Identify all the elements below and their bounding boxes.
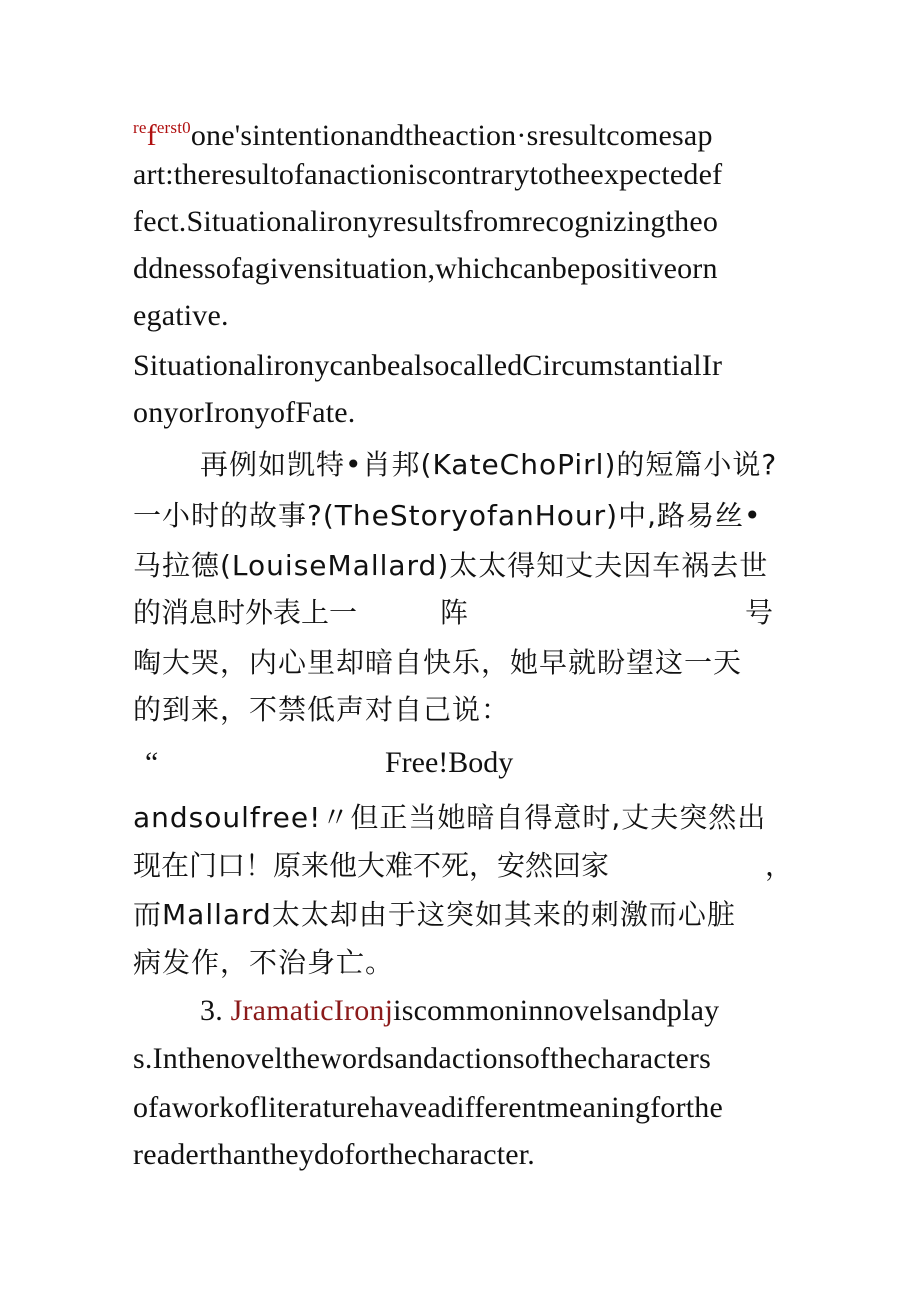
paragraph-1-line-5: egative. [133, 299, 229, 332]
red-prefix-small: re [133, 118, 147, 137]
paragraph-2-line-4-mid: 阵 [440, 596, 469, 629]
paragraph-2-line-2: 一小时的故事?(TheStoryofanHour)中,路易丝• [133, 499, 762, 532]
paragraph-2-line-9-start: 现在门口！原来他大难不死，安然回家 [133, 849, 610, 882]
paragraph-1-line-7: onyorIronyofFate. [133, 396, 356, 429]
paragraph-2-line-6: 的到来，不禁低声对自己说： [133, 693, 511, 726]
dramatic-irony-term: JramaticIronj [230, 994, 394, 1027]
paragraph-2-line-9-end: ， [765, 849, 794, 882]
paragraph-3-line-1 [200, 993, 719, 1029]
paragraph-3-line-4: readerthantheydoforthecharacter. [133, 1138, 535, 1171]
paragraph-1-line-1 [133, 110, 713, 154]
paragraph-2-line-4-start: 的消息时外表上一 [133, 596, 358, 629]
paragraph-2-line-3: 马拉德(LouiseMallard)太太得知丈夫因车祸去世 [133, 549, 769, 582]
paragraph-2-line-8: andsoulfree!〃但正当她暗自得意时,丈夫突然出 [133, 801, 767, 834]
paragraph-3-line-2: s.Inthenovelthewordsandactionsofthecharacters [133, 1042, 711, 1075]
paragraph-1-line-2: art:theresultofanactioniscontrarytotheexpectedef [133, 158, 723, 191]
paragraph-2-line-10: 而Mallard太太却由于这突如其来的刺激而心脏 [133, 898, 736, 931]
red-prefix-letter: f [146, 119, 157, 152]
paragraph-1-text: one'sintentionandtheaction·sresultcomesap [190, 119, 713, 152]
paragraph-2-line-1: 再例如凯特•肖邦(KateChoPirl)的短篇小说? [200, 448, 778, 481]
paragraph-3-number: 3. [200, 994, 223, 1027]
paragraph-2-line-5: 啕大哭，内心里却暗自快乐，她早就盼望这一天 [133, 646, 743, 679]
quote-free-body: Free!Body [385, 746, 514, 779]
paragraph-3-line-3: ofaworkofliteraturehaveadifferentmeaningforthe [133, 1091, 724, 1124]
paragraph-1-line-3: fect.Situationalironyresultsfromrecognizingtheo [133, 205, 719, 238]
paragraph-2-line-4-end: 号 [745, 596, 774, 629]
red-prefix-sup: erst0 [156, 118, 191, 137]
quote-open-mark: “ [145, 746, 159, 779]
paragraph-1-line-6: SituationalironycanbealsocalledCircumstantialIr [133, 349, 723, 382]
paragraph-3-line-1-rest: iscommoninnovelsandplay [393, 994, 720, 1027]
paragraph-2-line-11: 病发作，不治身亡。 [133, 946, 395, 979]
paragraph-1-line-4: ddnessofagivensituation,whichcanbepositiveorn [133, 252, 718, 285]
